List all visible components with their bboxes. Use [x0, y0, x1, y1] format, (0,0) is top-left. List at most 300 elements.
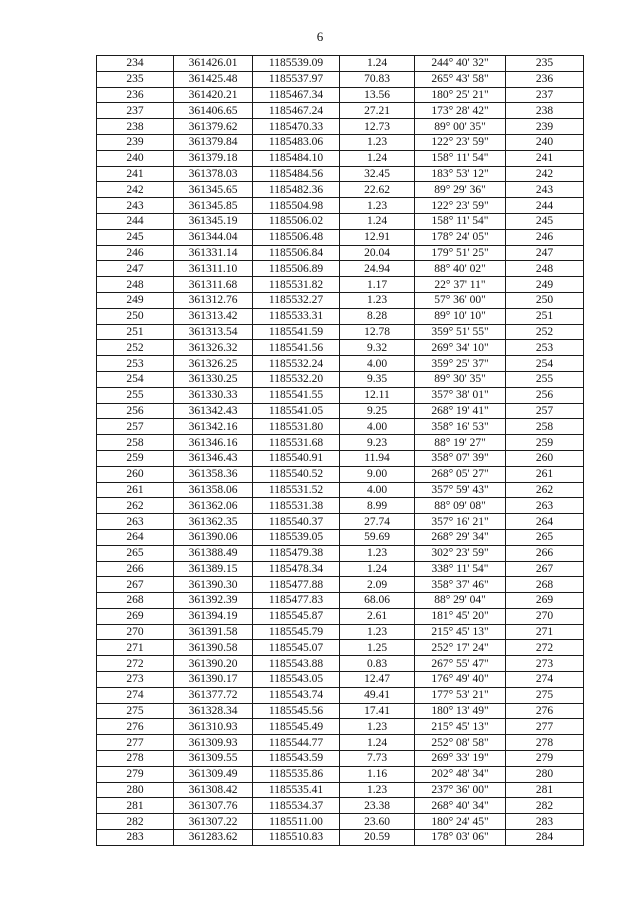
direction-angle-cell: 183° 53' 12" [415, 166, 506, 182]
next-point-number-cell: 251 [506, 308, 584, 324]
direction-angle-cell: 357° 38' 01" [415, 387, 506, 403]
point-number-cell: 246 [97, 245, 174, 261]
distance-cell: 12.47 [340, 672, 415, 688]
next-point-number-cell: 268 [506, 577, 584, 593]
distance-cell: 13.56 [340, 87, 415, 103]
point-number-cell: 251 [97, 324, 174, 340]
direction-angle-cell: 89° 29' 36" [415, 182, 506, 198]
table-row [97, 814, 584, 830]
next-point-number-cell: 283 [506, 814, 584, 830]
table-row [97, 56, 584, 72]
point-number-cell: 261 [97, 482, 174, 498]
table-row [97, 608, 584, 624]
distance-cell: 20.04 [340, 245, 415, 261]
x-coordinate-cell: 361344.04 [174, 229, 253, 245]
table-row [97, 482, 584, 498]
distance-cell: 59.69 [340, 529, 415, 545]
y-coordinate-cell: 1185532.20 [253, 371, 340, 387]
direction-angle-cell: 215° 45' 13" [415, 719, 506, 735]
distance-cell: 4.00 [340, 419, 415, 435]
distance-cell: 32.45 [340, 166, 415, 182]
direction-angle-cell: 180° 25' 21" [415, 87, 506, 103]
point-number-cell: 282 [97, 814, 174, 830]
distance-cell: 2.61 [340, 608, 415, 624]
y-coordinate-cell: 1185511.00 [253, 814, 340, 830]
next-point-number-cell: 252 [506, 324, 584, 340]
next-point-number-cell: 264 [506, 514, 584, 530]
point-number-cell: 270 [97, 624, 174, 640]
point-number-cell: 237 [97, 103, 174, 119]
point-number-cell: 272 [97, 656, 174, 672]
next-point-number-cell: 270 [506, 608, 584, 624]
y-coordinate-cell: 1185544.77 [253, 735, 340, 751]
next-point-number-cell: 254 [506, 356, 584, 372]
next-point-number-cell: 281 [506, 782, 584, 798]
table-row [97, 182, 584, 198]
x-coordinate-cell: 361390.20 [174, 656, 253, 672]
y-coordinate-cell: 1185478.34 [253, 561, 340, 577]
y-coordinate-cell: 1185531.68 [253, 435, 340, 451]
x-coordinate-cell: 361389.15 [174, 561, 253, 577]
y-coordinate-cell: 1185484.10 [253, 150, 340, 166]
direction-angle-cell: 269° 33' 19" [415, 751, 506, 767]
direction-angle-cell: 268° 19' 41" [415, 403, 506, 419]
y-coordinate-cell: 1185533.31 [253, 308, 340, 324]
next-point-number-cell: 277 [506, 719, 584, 735]
x-coordinate-cell: 361362.06 [174, 498, 253, 514]
direction-angle-cell: 88° 09' 08" [415, 498, 506, 514]
x-coordinate-cell: 361406.65 [174, 103, 253, 119]
direction-angle-cell: 158° 11' 54" [415, 150, 506, 166]
x-coordinate-cell: 361377.72 [174, 687, 253, 703]
distance-cell: 27.21 [340, 103, 415, 119]
y-coordinate-cell: 1185535.41 [253, 782, 340, 798]
table-row [97, 245, 584, 261]
direction-angle-cell: 358° 16' 53" [415, 419, 506, 435]
table-row [97, 798, 584, 814]
point-number-cell: 243 [97, 198, 174, 214]
next-point-number-cell: 237 [506, 87, 584, 103]
table-row [97, 150, 584, 166]
coordinates-table-body [97, 56, 584, 846]
next-point-number-cell: 257 [506, 403, 584, 419]
x-coordinate-cell: 361425.48 [174, 71, 253, 87]
distance-cell: 9.32 [340, 340, 415, 356]
direction-angle-cell: 178° 24' 05" [415, 229, 506, 245]
x-coordinate-cell: 361358.36 [174, 466, 253, 482]
next-point-number-cell: 239 [506, 119, 584, 135]
x-coordinate-cell: 361391.58 [174, 624, 253, 640]
point-number-cell: 258 [97, 435, 174, 451]
table-row [97, 371, 584, 387]
y-coordinate-cell: 1185532.27 [253, 292, 340, 308]
y-coordinate-cell: 1185539.09 [253, 56, 340, 72]
point-number-cell: 265 [97, 545, 174, 561]
point-number-cell: 273 [97, 672, 174, 688]
y-coordinate-cell: 1185477.83 [253, 593, 340, 609]
x-coordinate-cell: 361346.43 [174, 450, 253, 466]
direction-angle-cell: 178° 03' 06" [415, 830, 506, 846]
x-coordinate-cell: 361283.62 [174, 830, 253, 846]
direction-angle-cell: 122° 23' 59" [415, 134, 506, 150]
table-row [97, 87, 584, 103]
distance-cell: 1.23 [340, 545, 415, 561]
x-coordinate-cell: 361309.93 [174, 735, 253, 751]
next-point-number-cell: 248 [506, 261, 584, 277]
next-point-number-cell: 267 [506, 561, 584, 577]
distance-cell: 1.17 [340, 277, 415, 293]
table-row [97, 261, 584, 277]
y-coordinate-cell: 1185541.55 [253, 387, 340, 403]
direction-angle-cell: 202° 48' 34" [415, 766, 506, 782]
distance-cell: 1.25 [340, 640, 415, 656]
x-coordinate-cell: 361330.25 [174, 371, 253, 387]
next-point-number-cell: 245 [506, 213, 584, 229]
table-row [97, 577, 584, 593]
x-coordinate-cell: 361345.65 [174, 182, 253, 198]
distance-cell: 9.00 [340, 466, 415, 482]
direction-angle-cell: 180° 13' 49" [415, 703, 506, 719]
next-point-number-cell: 249 [506, 277, 584, 293]
table-row [97, 561, 584, 577]
x-coordinate-cell: 361394.19 [174, 608, 253, 624]
distance-cell: 22.62 [340, 182, 415, 198]
direction-angle-cell: 88° 29' 04" [415, 593, 506, 609]
distance-cell: 1.24 [340, 213, 415, 229]
point-number-cell: 256 [97, 403, 174, 419]
y-coordinate-cell: 1185510.83 [253, 830, 340, 846]
y-coordinate-cell: 1185467.24 [253, 103, 340, 119]
direction-angle-cell: 267° 55' 47" [415, 656, 506, 672]
next-point-number-cell: 256 [506, 387, 584, 403]
direction-angle-cell: 237° 36' 00" [415, 782, 506, 798]
next-point-number-cell: 261 [506, 466, 584, 482]
point-number-cell: 253 [97, 356, 174, 372]
x-coordinate-cell: 361420.21 [174, 87, 253, 103]
x-coordinate-cell: 361426.01 [174, 56, 253, 72]
next-point-number-cell: 250 [506, 292, 584, 308]
y-coordinate-cell: 1185543.88 [253, 656, 340, 672]
point-number-cell: 281 [97, 798, 174, 814]
direction-angle-cell: 269° 34' 10" [415, 340, 506, 356]
next-point-number-cell: 243 [506, 182, 584, 198]
x-coordinate-cell: 361331.14 [174, 245, 253, 261]
direction-angle-cell: 177° 53' 21" [415, 687, 506, 703]
x-coordinate-cell: 361362.35 [174, 514, 253, 530]
next-point-number-cell: 278 [506, 735, 584, 751]
direction-angle-cell: 158° 11' 54" [415, 213, 506, 229]
y-coordinate-cell: 1185484.56 [253, 166, 340, 182]
x-coordinate-cell: 361307.76 [174, 798, 253, 814]
x-coordinate-cell: 361326.25 [174, 356, 253, 372]
point-number-cell: 234 [97, 56, 174, 72]
next-point-number-cell: 241 [506, 150, 584, 166]
table-row [97, 751, 584, 767]
direction-angle-cell: 179° 51' 25" [415, 245, 506, 261]
table-row [97, 229, 584, 245]
next-point-number-cell: 262 [506, 482, 584, 498]
x-coordinate-cell: 361346.16 [174, 435, 253, 451]
table-row [97, 119, 584, 135]
table-row [97, 277, 584, 293]
distance-cell: 2.09 [340, 577, 415, 593]
distance-cell: 17.41 [340, 703, 415, 719]
table-row [97, 498, 584, 514]
x-coordinate-cell: 361379.62 [174, 119, 253, 135]
y-coordinate-cell: 1185545.56 [253, 703, 340, 719]
point-number-cell: 279 [97, 766, 174, 782]
distance-cell: 12.11 [340, 387, 415, 403]
point-number-cell: 263 [97, 514, 174, 530]
table-row [97, 71, 584, 87]
table-row [97, 403, 584, 419]
next-point-number-cell: 263 [506, 498, 584, 514]
distance-cell: 1.24 [340, 150, 415, 166]
direction-angle-cell: 302° 23' 59" [415, 545, 506, 561]
point-number-cell: 241 [97, 166, 174, 182]
table-row [97, 103, 584, 119]
distance-cell: 49.41 [340, 687, 415, 703]
direction-angle-cell: 244° 40' 32" [415, 56, 506, 72]
x-coordinate-cell: 361310.93 [174, 719, 253, 735]
next-point-number-cell: 273 [506, 656, 584, 672]
next-point-number-cell: 259 [506, 435, 584, 451]
y-coordinate-cell: 1185535.86 [253, 766, 340, 782]
direction-angle-cell: 252° 08' 58" [415, 735, 506, 751]
x-coordinate-cell: 361390.06 [174, 529, 253, 545]
point-number-cell: 283 [97, 830, 174, 846]
point-number-cell: 254 [97, 371, 174, 387]
x-coordinate-cell: 361313.54 [174, 324, 253, 340]
table-row [97, 656, 584, 672]
y-coordinate-cell: 1185541.56 [253, 340, 340, 356]
distance-cell: 7.73 [340, 751, 415, 767]
y-coordinate-cell: 1185540.37 [253, 514, 340, 530]
y-coordinate-cell: 1185540.91 [253, 450, 340, 466]
direction-angle-cell: 358° 37' 46" [415, 577, 506, 593]
point-number-cell: 242 [97, 182, 174, 198]
table-row [97, 356, 584, 372]
distance-cell: 1.23 [340, 292, 415, 308]
distance-cell: 9.25 [340, 403, 415, 419]
table-row [97, 134, 584, 150]
point-number-cell: 239 [97, 134, 174, 150]
y-coordinate-cell: 1185545.87 [253, 608, 340, 624]
table-row [97, 593, 584, 609]
point-number-cell: 240 [97, 150, 174, 166]
x-coordinate-cell: 361313.42 [174, 308, 253, 324]
distance-cell: 1.23 [340, 198, 415, 214]
y-coordinate-cell: 1185541.59 [253, 324, 340, 340]
next-point-number-cell: 269 [506, 593, 584, 609]
direction-angle-cell: 89° 30' 35" [415, 371, 506, 387]
table-row [97, 766, 584, 782]
x-coordinate-cell: 361307.22 [174, 814, 253, 830]
distance-cell: 1.16 [340, 766, 415, 782]
y-coordinate-cell: 1185543.74 [253, 687, 340, 703]
table-row [97, 830, 584, 846]
y-coordinate-cell: 1185467.34 [253, 87, 340, 103]
next-point-number-cell: 265 [506, 529, 584, 545]
y-coordinate-cell: 1185545.79 [253, 624, 340, 640]
next-point-number-cell: 247 [506, 245, 584, 261]
distance-cell: 0.83 [340, 656, 415, 672]
y-coordinate-cell: 1185532.24 [253, 356, 340, 372]
x-coordinate-cell: 361378.03 [174, 166, 253, 182]
y-coordinate-cell: 1185543.05 [253, 672, 340, 688]
table-row [97, 545, 584, 561]
next-point-number-cell: 246 [506, 229, 584, 245]
distance-cell: 8.28 [340, 308, 415, 324]
distance-cell: 1.24 [340, 56, 415, 72]
point-number-cell: 280 [97, 782, 174, 798]
y-coordinate-cell: 1185545.49 [253, 719, 340, 735]
y-coordinate-cell: 1185541.05 [253, 403, 340, 419]
distance-cell: 1.23 [340, 719, 415, 735]
next-point-number-cell: 266 [506, 545, 584, 561]
point-number-cell: 269 [97, 608, 174, 624]
x-coordinate-cell: 361312.76 [174, 292, 253, 308]
direction-angle-cell: 268° 40' 34" [415, 798, 506, 814]
direction-angle-cell: 122° 23' 59" [415, 198, 506, 214]
table-row [97, 213, 584, 229]
x-coordinate-cell: 361379.84 [174, 134, 253, 150]
point-number-cell: 264 [97, 529, 174, 545]
x-coordinate-cell: 361358.06 [174, 482, 253, 498]
distance-cell: 1.24 [340, 561, 415, 577]
direction-angle-cell: 359° 25' 37" [415, 356, 506, 372]
point-number-cell: 262 [97, 498, 174, 514]
point-number-cell: 245 [97, 229, 174, 245]
distance-cell: 27.74 [340, 514, 415, 530]
table-row [97, 703, 584, 719]
next-point-number-cell: 244 [506, 198, 584, 214]
table-row [97, 435, 584, 451]
y-coordinate-cell: 1185543.59 [253, 751, 340, 767]
direction-angle-cell: 22° 37' 11" [415, 277, 506, 293]
y-coordinate-cell: 1185482.36 [253, 182, 340, 198]
table-row [97, 529, 584, 545]
point-number-cell: 238 [97, 119, 174, 135]
x-coordinate-cell: 361309.49 [174, 766, 253, 782]
y-coordinate-cell: 1185504.98 [253, 198, 340, 214]
direction-angle-cell: 268° 29' 34" [415, 529, 506, 545]
direction-angle-cell: 265° 43' 58" [415, 71, 506, 87]
y-coordinate-cell: 1185506.89 [253, 261, 340, 277]
point-number-cell: 260 [97, 466, 174, 482]
y-coordinate-cell: 1185545.07 [253, 640, 340, 656]
table-row [97, 782, 584, 798]
x-coordinate-cell: 361390.17 [174, 672, 253, 688]
y-coordinate-cell: 1185531.52 [253, 482, 340, 498]
y-coordinate-cell: 1185531.80 [253, 419, 340, 435]
point-number-cell: 248 [97, 277, 174, 293]
point-number-cell: 250 [97, 308, 174, 324]
x-coordinate-cell: 361345.85 [174, 198, 253, 214]
next-point-number-cell: 282 [506, 798, 584, 814]
next-point-number-cell: 274 [506, 672, 584, 688]
direction-angle-cell: 252° 17' 24" [415, 640, 506, 656]
point-number-cell: 247 [97, 261, 174, 277]
table-row [97, 640, 584, 656]
direction-angle-cell: 180° 24' 45" [415, 814, 506, 830]
x-coordinate-cell: 361379.18 [174, 150, 253, 166]
direction-angle-cell: 338° 11' 54" [415, 561, 506, 577]
y-coordinate-cell: 1185477.88 [253, 577, 340, 593]
next-point-number-cell: 238 [506, 103, 584, 119]
table-row [97, 466, 584, 482]
next-point-number-cell: 235 [506, 56, 584, 72]
distance-cell: 1.24 [340, 735, 415, 751]
distance-cell: 1.23 [340, 624, 415, 640]
distance-cell: 12.78 [340, 324, 415, 340]
coordinates-table [96, 55, 584, 846]
table-row [97, 514, 584, 530]
table-row [97, 672, 584, 688]
distance-cell: 24.94 [340, 261, 415, 277]
distance-cell: 23.38 [340, 798, 415, 814]
y-coordinate-cell: 1185531.82 [253, 277, 340, 293]
page-number: 6 [316, 29, 324, 44]
distance-cell: 9.23 [340, 435, 415, 451]
y-coordinate-cell: 1185539.05 [253, 529, 340, 545]
point-number-cell: 271 [97, 640, 174, 656]
direction-angle-cell: 359° 51' 55" [415, 324, 506, 340]
table-row [97, 292, 584, 308]
point-number-cell: 277 [97, 735, 174, 751]
direction-angle-cell: 357° 59' 43" [415, 482, 506, 498]
distance-cell: 9.35 [340, 371, 415, 387]
next-point-number-cell: 242 [506, 166, 584, 182]
next-point-number-cell: 255 [506, 371, 584, 387]
y-coordinate-cell: 1185531.38 [253, 498, 340, 514]
table-row [97, 308, 584, 324]
x-coordinate-cell: 361308.42 [174, 782, 253, 798]
next-point-number-cell: 280 [506, 766, 584, 782]
table-row [97, 450, 584, 466]
table-row [97, 419, 584, 435]
table-row [97, 340, 584, 356]
direction-angle-cell: 268° 05' 27" [415, 466, 506, 482]
table-row [97, 387, 584, 403]
distance-cell: 8.99 [340, 498, 415, 514]
x-coordinate-cell: 361388.49 [174, 545, 253, 561]
distance-cell: 23.60 [340, 814, 415, 830]
table-row [97, 624, 584, 640]
x-coordinate-cell: 361328.34 [174, 703, 253, 719]
distance-cell: 12.91 [340, 229, 415, 245]
x-coordinate-cell: 361309.55 [174, 751, 253, 767]
x-coordinate-cell: 361326.32 [174, 340, 253, 356]
next-point-number-cell: 260 [506, 450, 584, 466]
point-number-cell: 249 [97, 292, 174, 308]
distance-cell: 1.23 [340, 782, 415, 798]
distance-cell: 4.00 [340, 482, 415, 498]
y-coordinate-cell: 1185470.33 [253, 119, 340, 135]
distance-cell: 20.59 [340, 830, 415, 846]
direction-angle-cell: 89° 10' 10" [415, 308, 506, 324]
y-coordinate-cell: 1185506.02 [253, 213, 340, 229]
direction-angle-cell: 215° 45' 13" [415, 624, 506, 640]
direction-angle-cell: 176° 49' 40" [415, 672, 506, 688]
next-point-number-cell: 284 [506, 830, 584, 846]
x-coordinate-cell: 361345.19 [174, 213, 253, 229]
point-number-cell: 257 [97, 419, 174, 435]
table-row [97, 735, 584, 751]
x-coordinate-cell: 361390.30 [174, 577, 253, 593]
next-point-number-cell: 279 [506, 751, 584, 767]
table-row [97, 324, 584, 340]
